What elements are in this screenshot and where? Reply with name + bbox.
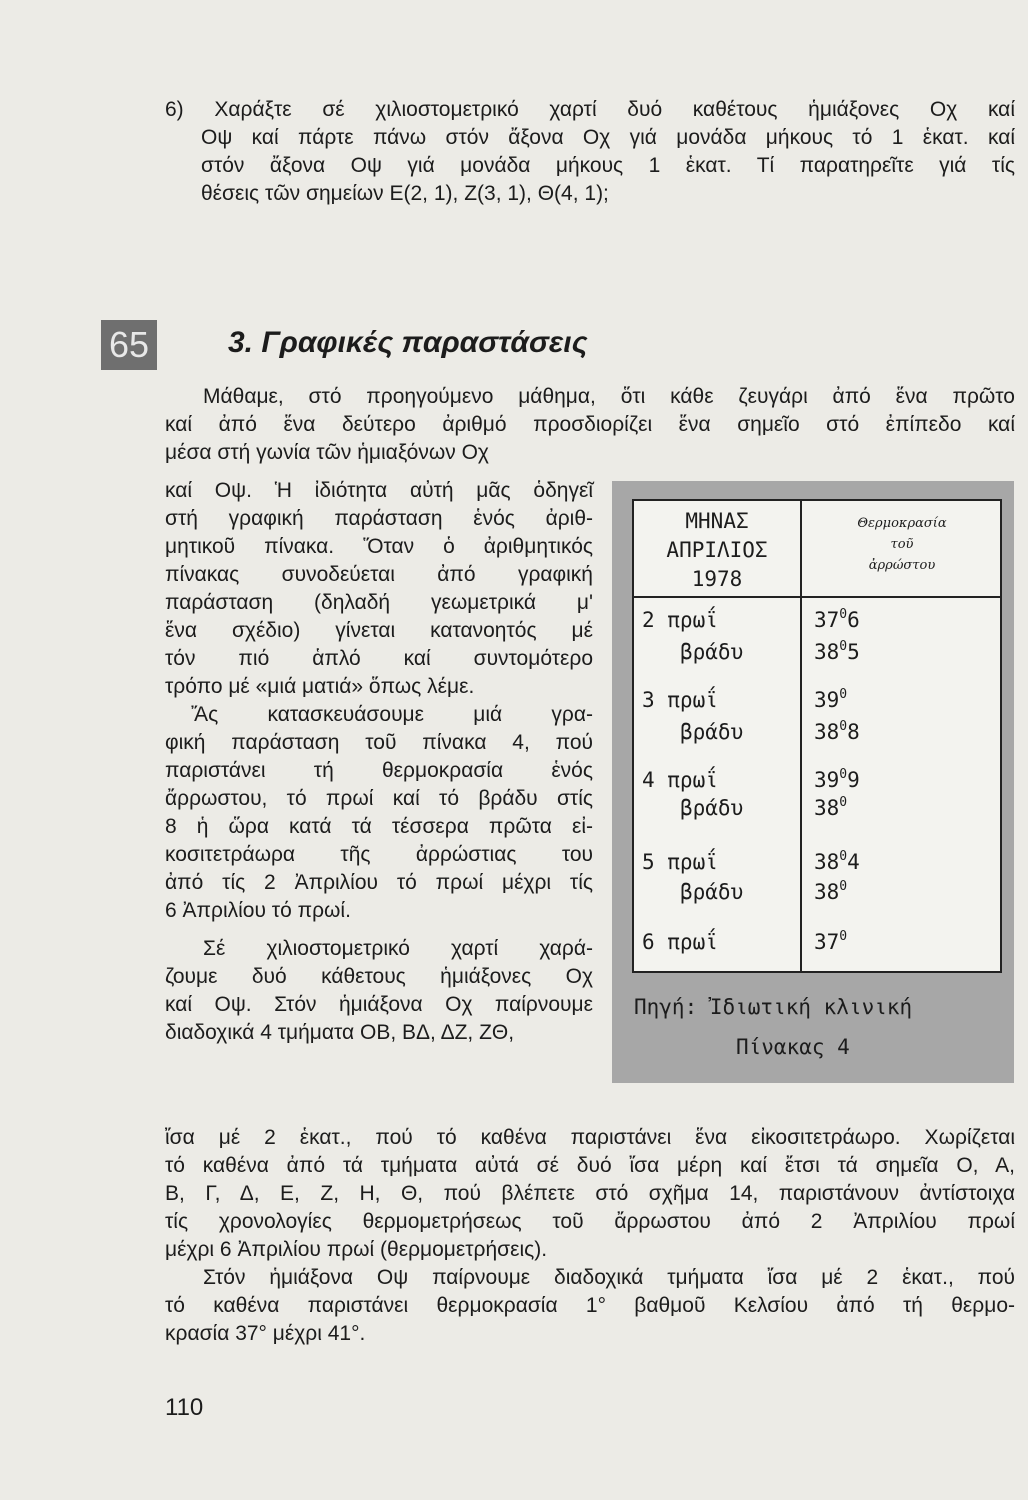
text-line: τό καθένα ἀπό τά τμήματα αὐτά σέ δυό ἴσα μέρη καί ἔτσι τά σημεῖα Ο, Α, (165, 1154, 1015, 1177)
row-temp (814, 847, 860, 877)
degree-mark: 0 (839, 719, 848, 734)
header-month-line: 1978 (691, 567, 743, 591)
text-line: Στόν ἡμιάξονα Οψ παίρνουμε διαδοχικά τμήματα ἴσα μέ 2 ἑκατ., πού (203, 1266, 1015, 1289)
degree-mark: 0 (839, 929, 848, 944)
text-line: κρασία 37° μέχρι 41°. (165, 1322, 366, 1345)
row-date: 3 πρωΐ (642, 688, 718, 712)
exercise-6-line: στόν ἄξονα Οψ γιά μονάδα μήκους 1 ἑκατ. Τί παρατηρεῖτε γιά τίς (201, 154, 1015, 177)
text-line: διαδοχικά 4 τμήματα ΟΒ, ΒΔ, ΔΖ, ΖΘ, (165, 1021, 515, 1044)
degree-mark: 0 (839, 607, 848, 622)
temp-dec: 9 (847, 768, 860, 792)
row-temp (814, 793, 847, 823)
page-number: 110 (165, 1394, 204, 1421)
exercise-6-line (165, 96, 1015, 124)
row-temp (814, 765, 860, 795)
row-date: 5 πρωΐ (642, 850, 718, 874)
row-date: βράδυ (680, 880, 744, 904)
row-temp (814, 605, 860, 635)
text-line: ἕνα σχέδιο) γίνεται κατανοητός μέ (165, 619, 593, 642)
text-line: τίς χρονολογίες θερμομετρήσεως τοῦ ἄρρωστου ἀπό 2 Ἀπριλίου πρωί (165, 1210, 1015, 1233)
temp-int: 39 (814, 768, 840, 792)
temp-dec: 6 (847, 608, 860, 632)
temp-int: 38 (814, 850, 840, 874)
row-date: βράδυ (680, 720, 744, 744)
text-line: πίνακας συνοδεύεται ἀπό γραφική (165, 563, 593, 586)
exercise-6 (165, 96, 1015, 208)
temp-int: 38 (814, 880, 840, 904)
section-title: 3. Γραφικές παραστάσεις (228, 326, 588, 359)
table-column-divider (800, 501, 802, 971)
row-date: 4 πρωΐ (642, 768, 718, 792)
degree-mark: 0 (839, 687, 848, 702)
after-table-text (165, 1124, 1015, 1348)
text-line: παράσταση (δηλαδή γεωμετρικά μ' (165, 591, 593, 614)
text-line: ἀπό τίς 2 Ἀπριλίου τό πρωί μέχρι τίς (165, 871, 593, 894)
section-number-badge: 65 (101, 320, 157, 370)
row-temp (814, 685, 847, 715)
text-line: καί Οψ. Στόν ἡμιάξονα Οχ παίρνουμε (165, 993, 593, 1016)
header-temp-line: Θερμοκρασία (857, 516, 947, 531)
temp-int: 37 (814, 930, 840, 954)
table-caption: Πίνακας 4 (736, 1035, 850, 1059)
text-line: κοσιτετράωρα τῆς ἀρρώστιας του (165, 843, 593, 866)
text-line: 8 ἡ ὥρα κατά τά τέσσερα πρῶτα εἰ- (165, 815, 593, 838)
text-line: ζουμε δυό κάθετους ἡμιάξονες Οχ (165, 965, 593, 988)
exercise-6-text: Χαράξτε σέ χιλιοστομετρικό χαρτί δυό καθέτους ἡμιάξονες Οχ καί (214, 98, 1015, 121)
text-line: 6 Ἀπριλίου τό πρωί. (165, 899, 351, 922)
intro-paragraph (165, 383, 1015, 467)
text-line: ἴσα μέ 2 ἑκατ., πού τό καθένα παριστάνει ἕνα εἰκοσιτετράωρο. Χωρίζεται (165, 1126, 1015, 1149)
intro-line: μέσα στή γωνία τῶν ἡμιαξόνων Οχ (165, 441, 489, 464)
temp-int: 38 (814, 720, 840, 744)
text-line: καί Οψ. Ἡ ἰδιότητα αὐτή μᾶς ὁδηγεῖ (165, 479, 593, 502)
degree-mark: 0 (839, 639, 848, 654)
table-header-month (634, 507, 800, 594)
temperature-table (632, 499, 1002, 973)
exercise-number: 6) (165, 98, 184, 121)
text-line: ἄρρωστου, τό πρωί καί τό βράδυ στίς (165, 787, 593, 810)
temp-int: 38 (814, 640, 840, 664)
intro-line: Μάθαμε, στό προηγούμενο μάθημα, ὅτι κάθε ζευγάρι ἀπό ἕνα πρῶτο (203, 385, 1015, 408)
left-column-text (165, 477, 595, 1047)
header-month-line: ΜΗΝΑΣ (685, 509, 749, 533)
table-header-temperature (804, 513, 1000, 576)
table-source: Πηγή: Ἰδιωτική κλινική (634, 995, 913, 1019)
temp-int: 38 (814, 796, 840, 820)
degree-mark: 0 (839, 849, 848, 864)
text-line: μέχρι 6 Ἀπριλίου πρωί (θερμομετρήσεις). (165, 1238, 548, 1261)
row-temp (814, 717, 860, 747)
temp-int: 39 (814, 688, 840, 712)
degree-mark: 0 (839, 879, 848, 894)
text-line: τόν πιό ἁπλό καί συντομότερο (165, 647, 593, 670)
text-line: Σέ χιλιοστομετρικό χαρτί χαρά- (203, 937, 593, 960)
table-4-panel (612, 481, 1014, 1083)
row-temp (814, 877, 847, 907)
degree-mark: 0 (839, 767, 848, 782)
text-line: παριστάνει τή θερμοκρασία ἑνός (165, 759, 593, 782)
degree-mark: 0 (839, 795, 848, 810)
exercise-6-line: θέσεις τῶν σημείων Ε(2, 1), Ζ(3, 1), Θ(4, 1); (201, 182, 609, 205)
row-temp (814, 927, 847, 957)
header-month-line: ΑΠΡΙΛΙΟΣ (666, 538, 768, 562)
intro-line: καί ἀπό ἕνα δεύτερο ἀριθμό προσδιορίζει ἕνα σημεῖο στό ἐπίπεδο καί (165, 413, 1015, 436)
header-temp-line: τοῦ (890, 537, 914, 552)
row-date: 6 πρωΐ (642, 930, 718, 954)
text-line: Ἄς κατασκευάσουμε μιά γρα- (191, 703, 593, 726)
table-header-divider (634, 596, 1000, 598)
temp-int: 37 (814, 608, 840, 632)
row-date: 2 πρωΐ (642, 608, 718, 632)
text-line: τρόπο μέ «μιά ματιά» ὅπως λέμε. (165, 675, 475, 698)
temp-dec: 8 (847, 720, 860, 744)
row-temp (814, 637, 860, 667)
temp-dec: 5 (847, 640, 860, 664)
text-line: μητικοῦ πίνακα. Ὅταν ὁ ἀριθμητικός (165, 535, 593, 558)
text-line: τό καθένα παριστάνει θερμοκρασία 1° βαθμοῦ Κελσίου ἀπό τή θερμο- (165, 1294, 1015, 1317)
text-line: φική παράσταση τοῦ πίνακα 4, πού (165, 731, 593, 754)
text-line: στή γραφική παράσταση ἑνός ἀριθ- (165, 507, 593, 530)
header-temp-line: ἀρρώστου (868, 558, 936, 573)
text-line: Β, Γ, Δ, Ε, Ζ, Η, Θ, πού βλέπετε στό σχῆμα 14, παριστάνουν ἀντίστοιχα (165, 1182, 1015, 1205)
exercise-6-line: Οψ καί πάρτε πάνω στόν ἄξονα Οχ γιά μονάδα μήκους τό 1 ἑκατ. καί (201, 126, 1015, 149)
row-date: βράδυ (680, 640, 744, 664)
temp-dec: 4 (847, 850, 860, 874)
row-date: βράδυ (680, 796, 744, 820)
